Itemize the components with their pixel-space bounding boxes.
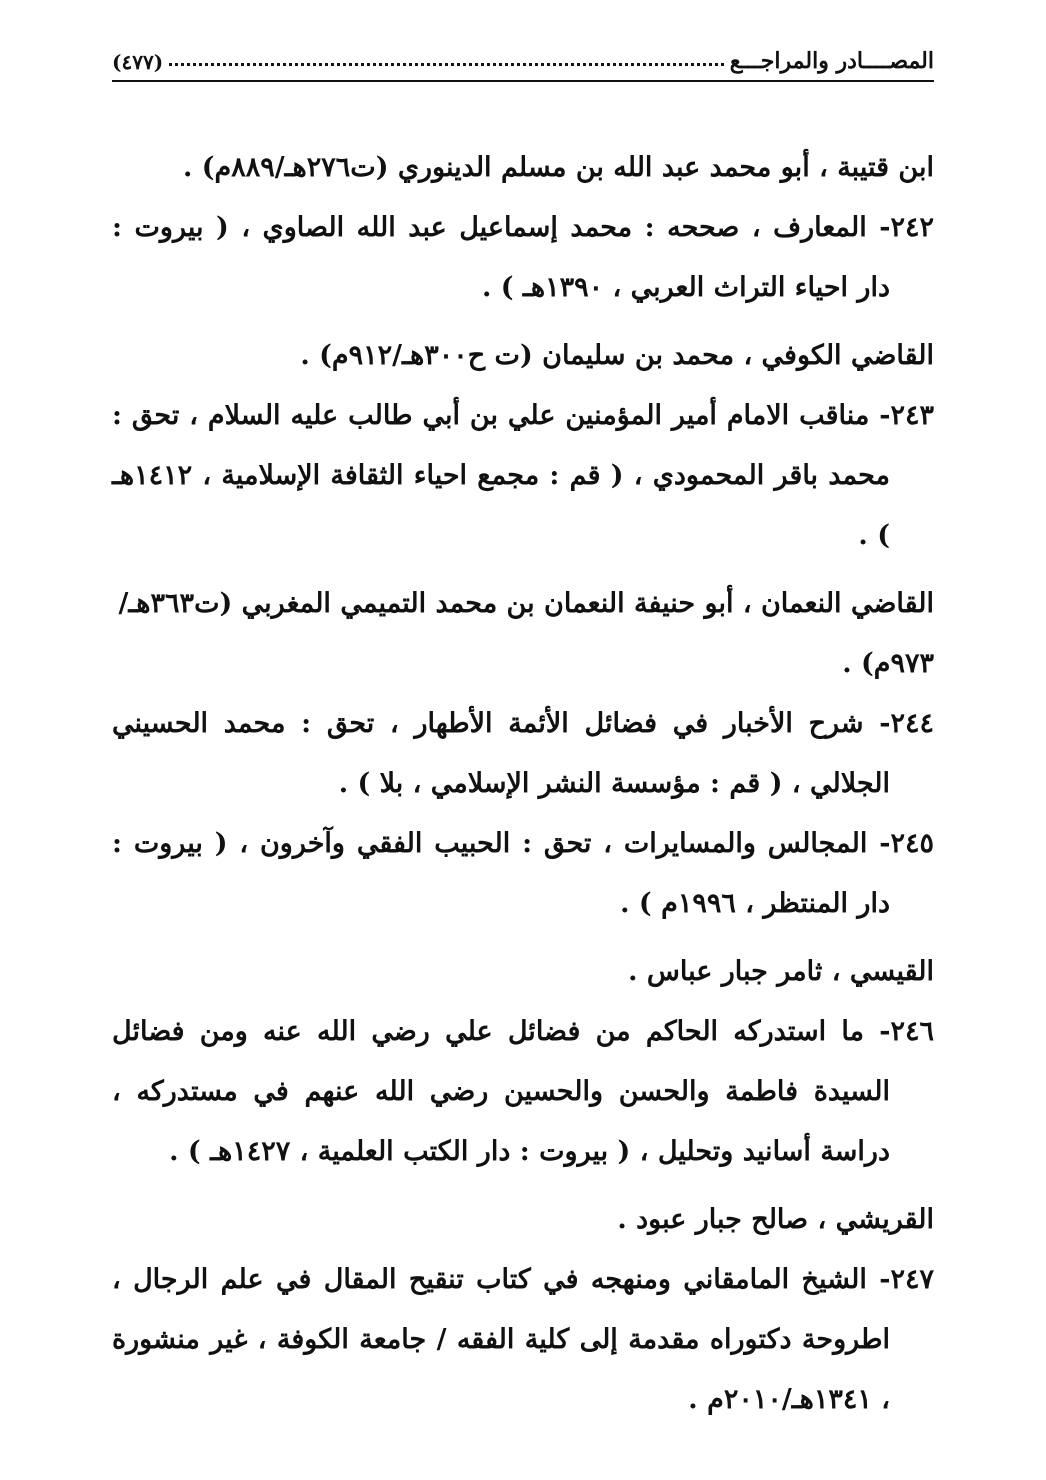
entry-text: ما استدركه الحاكم من فضائل علي رضي الله عنه ومن فضائل السيدة فاطمة والحسن والحسين رضي الله عنهم في مستدركه ، دراسة أسانيد وتحليل ، ( بيروت : دار الكتب العلمية ، ١٤٢٧هـ ) . <box>112 1016 890 1167</box>
bibliography-entry <box>112 1250 934 1430</box>
entry-number: ٢٤٢- <box>879 212 935 243</box>
entry-number: ٢٤٣- <box>879 400 934 431</box>
bibliography-group <box>112 138 934 318</box>
entry-text: شرح الأخبار في فضائل الأئمة الأطهار ، تحق : محمد الحسيني الجلالي ، ( قم : مؤسسة النشر الإسلامي ، بلا ) . <box>112 708 890 799</box>
bibliography-group <box>112 326 934 566</box>
bibliography-entry <box>112 1002 934 1182</box>
entry-text: الشيخ المامقاني ومنهجه في كتاب تنقيح المقال في علم الرجال ، اطروحة دكتوراه مقدمة إلى كلية الفقه / جامعة الكوفة ، غير منشورة ، ١٣٤١هـ/٢٠١٠م . <box>112 1264 890 1415</box>
bibliography-group <box>112 942 934 1182</box>
bibliography-entry <box>112 814 934 934</box>
author-heading: القيسي ، ثامر جبار عباس . <box>628 956 934 987</box>
header-dot-leader <box>169 63 724 66</box>
entry-number: ٢٤٧- <box>879 1264 934 1295</box>
bibliography-entry <box>112 198 934 318</box>
entry-number: ٢٤٦- <box>879 1016 934 1047</box>
bibliography-entry <box>112 386 934 566</box>
running-header <box>112 38 934 82</box>
author-heading: ابن قتيبة ، أبو محمد عبد الله بن مسلم الدينوري (ت٢٧٦هـ/٨٨٩م) . <box>182 152 934 183</box>
entry-number: ٢٤٥- <box>879 828 934 859</box>
entry-number: ٢٤٤- <box>879 708 934 739</box>
bibliography-group <box>112 1190 934 1430</box>
author-heading: القاضي الكوفي ، محمد بن سليمان (ت ح٣٠٠هـ/٩١٢م) . <box>300 340 934 371</box>
bibliography-list <box>112 130 934 1436</box>
author-heading: القاضي النعمان ، أبو حنيفة النعمان بن محمد التميمي المغربي (ت٣٦٣هـ/٩٧٣م) . <box>118 588 934 679</box>
running-header-title: المصــــادر والمراجـــع <box>729 48 934 74</box>
bibliography-group <box>112 574 934 934</box>
author-heading: القريشي ، صالح جبار عبود . <box>617 1204 934 1235</box>
entry-text: مناقب الامام أمير المؤمنين علي بن أبي طالب عليه السلام ، تحق : محمد باقر المحمودي ، ( قم : مجمع احياء الثقافة الإسلامية ، ١٤١٢هـ ) . <box>112 400 890 551</box>
entry-text: المعارف ، صححه : محمد إسماعيل عبد الله الصاوي ، ( بيروت : دار احياء التراث العربي ، ١٣٩٠هـ ) . <box>112 212 890 303</box>
page-number: (٤٧٧) <box>112 50 164 74</box>
bibliography-entry <box>112 694 934 814</box>
entry-text: المجالس والمسايرات ، تحق : الحبيب الفقي وآخرون ، ( بيروت : دار المنتظر ، ١٩٩٦م ) . <box>112 828 890 919</box>
